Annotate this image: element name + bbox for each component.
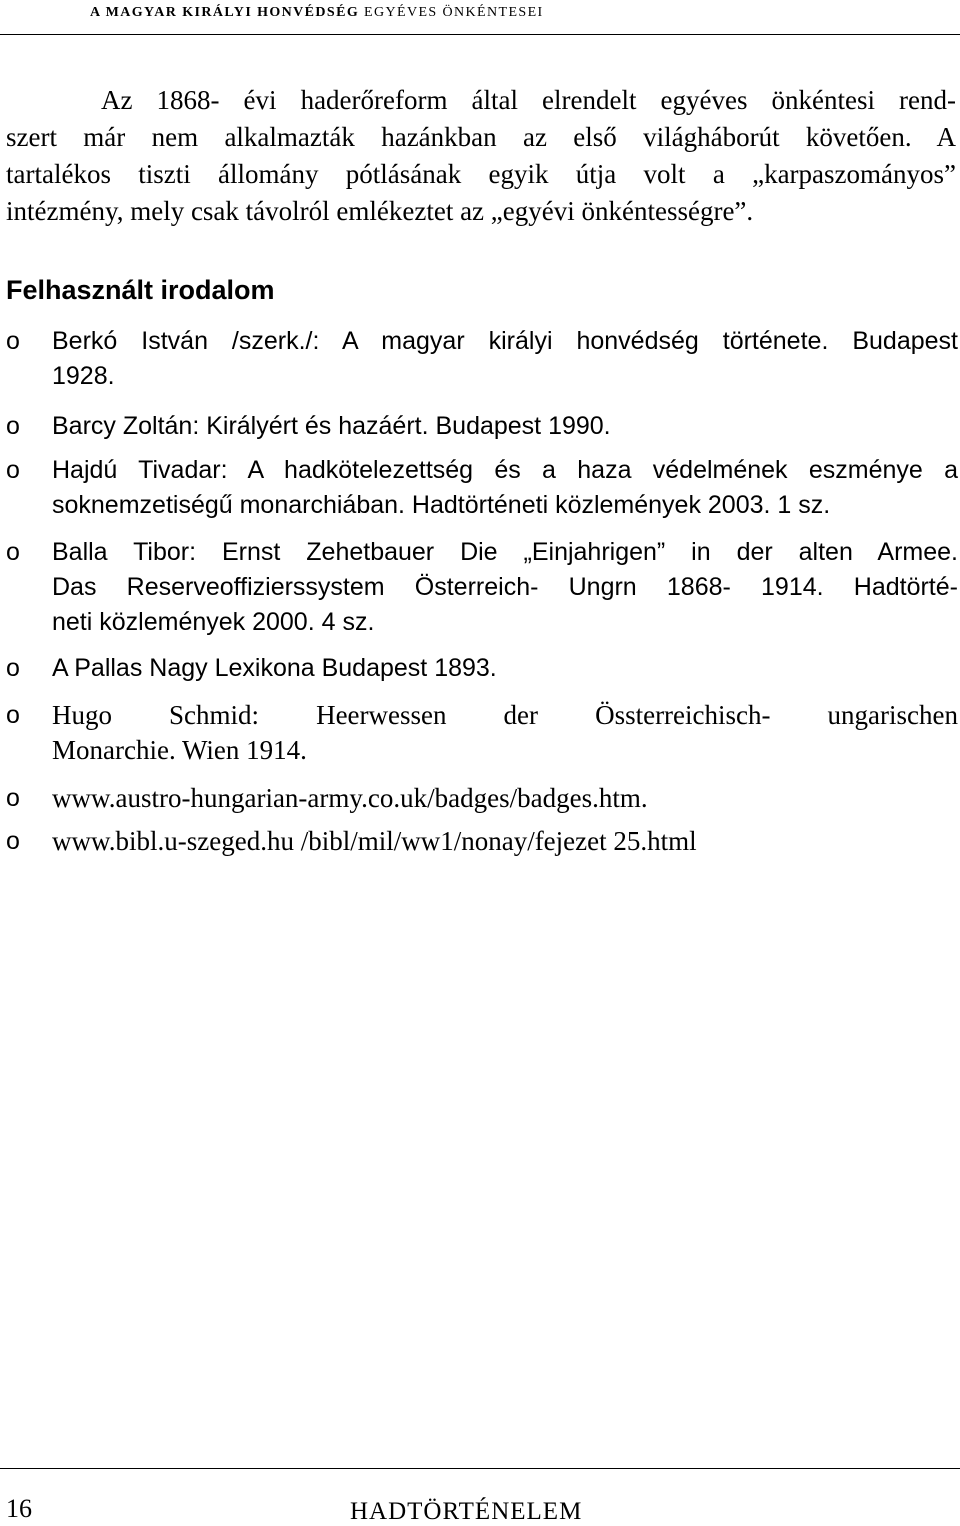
bullet: o [6, 327, 20, 355]
paragraph-line: tartalékos tiszti állomány pótlásának egyik útja volt a „karpaszományos” [6, 159, 956, 189]
bullet: o [6, 456, 20, 484]
bullet: o [6, 412, 20, 440]
reference-line: neti közlemények 2000. 4 sz. [52, 608, 375, 636]
reference-line: Monarchie. Wien 1914. [52, 735, 307, 765]
running-header [90, 5, 890, 33]
reference-line: Barcy Zoltán: Királyért és hazáért. Budapest 1990. [52, 412, 611, 440]
paragraph-line: intézmény, mely csak távolról emlékeztet az „egyévi önkéntességre”. [6, 196, 754, 226]
bullet: o [6, 701, 20, 729]
reference-text [52, 324, 958, 394]
reference-text [52, 781, 958, 816]
paragraph-line: szert már nem alkalmazták hazánkban az első világháborút követően. A [6, 122, 956, 152]
page-number: 16 [6, 1494, 32, 1523]
reference-text [52, 651, 958, 686]
header-rule [0, 34, 960, 35]
bullet: o [6, 538, 20, 566]
reference-line: Berkó István /szerk./: A magyar királyi honvédség története. Budapest [52, 327, 958, 355]
reference-line: www.bibl.u-szeged.hu /bibl/mil/ww1/nonay/fejezet 25.html [52, 826, 697, 856]
bullet: o [6, 827, 20, 855]
reference-line: soknemzetiségű monarchiában. Hadtörténeti közlemények 2003. 1 sz. [52, 491, 831, 519]
references-heading: Felhasznált irodalom [6, 275, 275, 305]
running-header-title: A MAGYAR KIRÁLYI HONVÉDSÉG [90, 5, 360, 20]
body-paragraph [6, 82, 956, 230]
reference-line: Hugo Schmid: Heerwessen der Össterreichisch- ungarischen [52, 700, 958, 730]
reference-line: A Pallas Nagy Lexikona Budapest 1893. [52, 654, 497, 682]
reference-text [52, 535, 958, 640]
reference-text [52, 698, 958, 768]
bullet: o [6, 654, 20, 682]
reference-line: www.austro-hungarian-army.co.uk/badges/badges.htm. [52, 783, 648, 813]
running-header-subtitle: EGYÉVES ÖNKÉNTESEI [364, 5, 544, 20]
reference-line: Hajdú Tivadar: A hadkötelezettség és a haza védelmének eszménye a [52, 456, 958, 484]
reference-line: 1928. [52, 362, 115, 390]
bullet: o [6, 784, 20, 812]
reference-text [52, 453, 958, 523]
footer-title: HADTÖRTÉNELEM [350, 1498, 583, 1525]
footer-rule [0, 1468, 960, 1469]
paragraph-line: Az 1868- évi haderőreform által elrendelt egyéves önkéntesi rend- [101, 85, 956, 115]
reference-line: Balla Tibor: Ernst Zehetbauer Die „Einjahrigen” in der alten Armee. [52, 538, 958, 566]
reference-text [52, 824, 958, 859]
reference-line: Das Reserveoffizierssystem Österreich- Ungrn 1868- 1914. Hadtörté- [52, 573, 958, 601]
reference-text [52, 409, 958, 444]
